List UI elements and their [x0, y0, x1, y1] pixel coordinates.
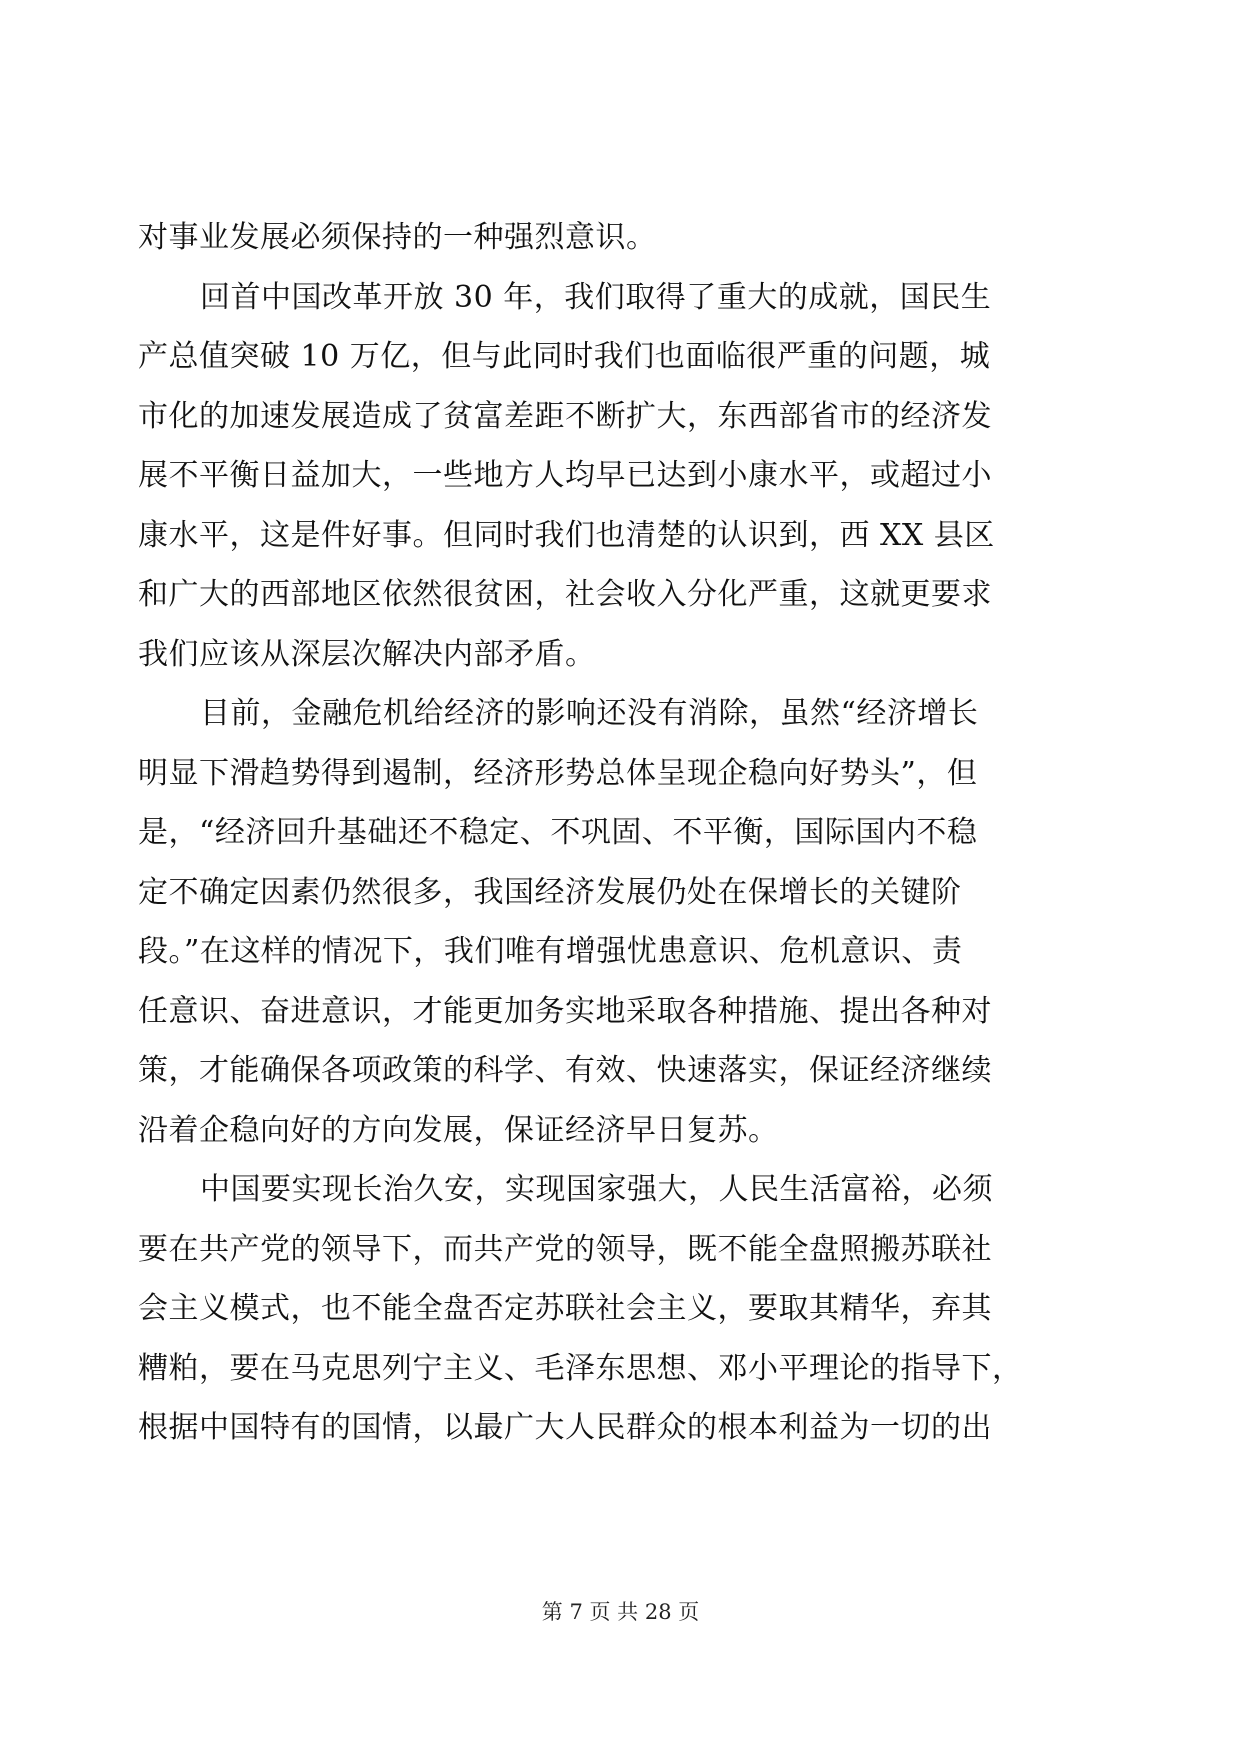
text-line: 任意识、奋进意识，才能更加务实地采取各种措施、提出各种对: [138, 993, 992, 1029]
text-line: 回首中国改革开放 30 年，我们取得了重大的成就，国民生: [200, 279, 992, 315]
text-line: 对事业发展必须保持的一种强烈意识。: [138, 220, 657, 255]
text-line: 要在共产党的领导下，而共产党的领导，既不能全盘照搬苏联社: [138, 1231, 992, 1267]
text-line: 会主义模式，也不能全盘否定苏联社会主义，要取其精华，弃其: [138, 1291, 992, 1326]
text-line: 我们应该从深层次解决内部矛盾。: [138, 636, 596, 672]
text-line: 市化的加速发展造成了贫富差距不断扩大，东西部省市的经济发: [138, 398, 992, 434]
text-line: 定不确定因素仍然很多，我国经济发展仍处在保增长的关键阶: [138, 874, 962, 910]
text-line: 是，“经济回升基础还不稳定、不巩固、不平衡，国际国内不稳: [138, 815, 978, 850]
text-line: 康水平，这是件好事。但同时我们也清楚的认识到，西 XX 县区: [138, 517, 995, 553]
text-line: 目前，金融危机给经济的影响还没有消除，虽然“经济增长: [200, 696, 979, 731]
page-number-footer: 第 7 页 共 28 页: [541, 1600, 700, 1624]
text-line: 产总值突破 10 万亿，但与此同时我们也面临很严重的问题，城: [138, 339, 991, 374]
text-line: 沿着企稳向好的方向发展，保证经济早日复苏。: [138, 1112, 779, 1148]
text-line: 段。”在这样的情况下，我们唯有增强忧患意识、危机意识、责: [138, 934, 963, 969]
text-line: 和广大的西部地区依然很贫困，社会收入分化严重，这就更要求: [138, 577, 992, 612]
text-line: 明显下滑趋势得到遏制，经济形势总体呈现企稳向好势头”，但: [138, 755, 978, 791]
text-line: 中国要实现长治久安，实现国家强大，人民生活富裕，必须: [200, 1172, 993, 1207]
text-line: 展不平衡日益加大，一些地方人均早已达到小康水平，或超过小: [138, 458, 992, 493]
text-line: 策，才能确保各项政策的科学、有效、快速落实，保证经济继续: [138, 1053, 992, 1088]
text-line: 糟粕，要在马克思列宁主义、毛泽东思想、邓小平理论的指导下，: [138, 1350, 1023, 1386]
body-text: [138, 208, 1098, 1458]
text-line: 根据中国特有的国情，以最广大人民群众的根本利益为一切的出: [138, 1410, 992, 1445]
